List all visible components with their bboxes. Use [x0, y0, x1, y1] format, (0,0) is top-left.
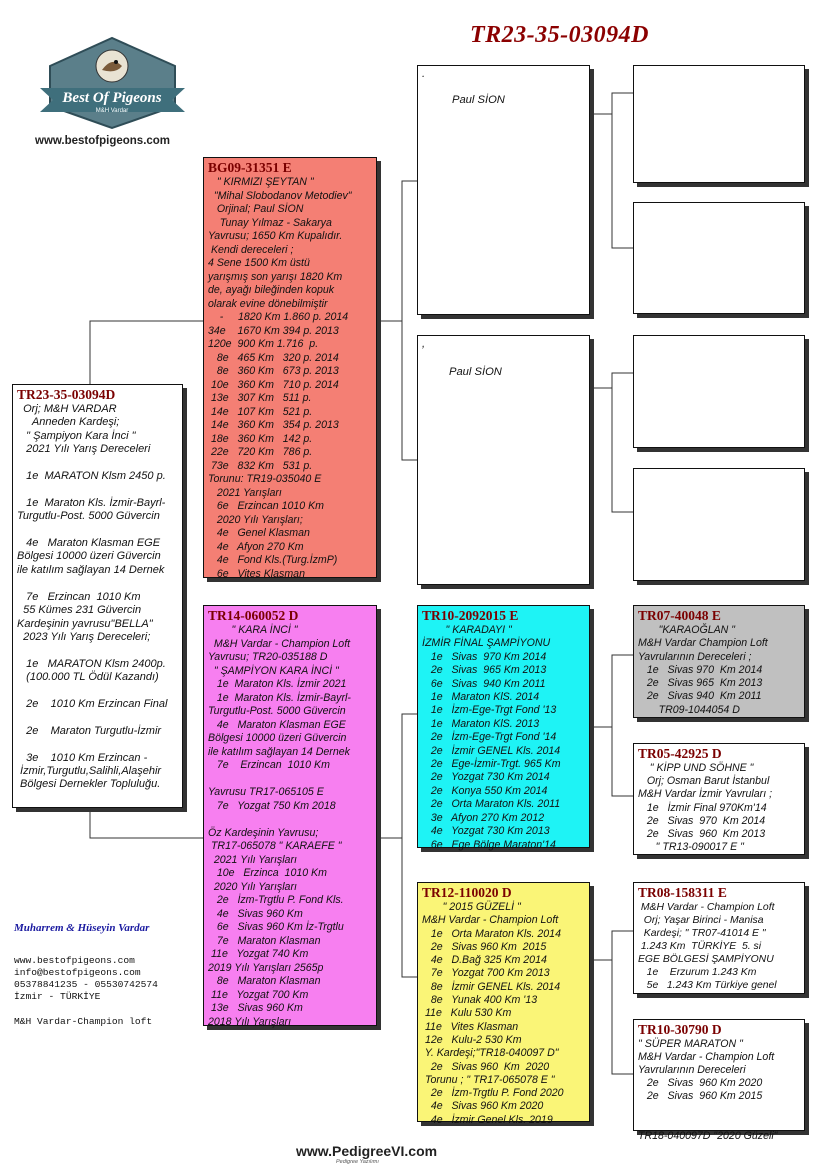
- pigeon-sire-sire: [417, 65, 590, 315]
- pigeon-dsd: [633, 743, 805, 855]
- footer-brand-text: www.PedigreeVI.com: [296, 1143, 438, 1159]
- pigeon-sds-empty: [633, 335, 805, 448]
- pedigree-title: TR23-35-03094D: [470, 22, 649, 48]
- ring-number: TR14-060052 D: [208, 608, 299, 623]
- logo-graphic: [40, 36, 185, 131]
- pigeon-sire: [203, 157, 377, 578]
- ring-number: TR08-158311 E: [638, 885, 727, 900]
- ring-number: BG09-31351 E: [208, 160, 292, 175]
- pigeon-notes: Paul SİON: [449, 366, 502, 378]
- ring-mark: ,: [422, 338, 426, 350]
- pigeon-notes: Paul SİON: [452, 94, 505, 106]
- owner-name: Muharrem & Hüseyin Vardar: [14, 922, 150, 934]
- pigeon-notes: " KARA İNCİ " M&H Vardar - Champion Loft Yavrusu; TR20-035188 D " ŞAMPİYON KARA İNCİ " 1e Maraton Kls. İzmir 2021 1e Maraton Kls. İzmir-Bayrl- Turgutlu-Post. 5000 Güvercin 4e Maraton Klasman EGE Bölgesi 10000 üzeri Güvercin ile katılım sağlayan 14 Dernek 7e Erzincan 1010 Km Yavrusu TR17-065105 E 7e Yozgat 750 Km 2018 Öz Kardeşinin Yavrusu; TR17-065078 " KARAEFE " 2021 Yılı Yarışları 10e Erzinca 1010 Km 2020 Yılı Yarışları 2e İzm-Trgtlu P. Fond Kls. 4e Sivas 960 Km 6e Sivas 960 Km İz-Trgtlu 7e Maraton Klasman 11e Yozgat 740 Km 2019 Yılı Yarışları 2565p 8e Maraton Klasman 11e Yozgat 700 Km 13e Sivas 960 Km 2018 Yılı Yarışları: [208, 624, 351, 1028]
- pigeon-notes: Orj; M&H VARDAR Anneden Kardeşi; " Şampiyon Kara İnci " 2021 Yılı Yarış Dereceleri 1e MARATON Klsm 2450 p. 1e Maraton Kls. İzmir-Bayrl- Turgutlu-Post. 5000 Güvercin 4e Maraton Klasman EGE Bölgesi 10000 üzeri Güvercin ile katılım sağlayan 14 Dernek 7e Erzincan 1010 Km 55 Kümes 231 Güvercin Kardeşinin yavrusu"BELLA" 2023 Yılı Yarış Dereceleri; 1e MARATON Klsm 2400p. (100.000 TL Ödül Kazandı) 2e 1010 Km Erzincan Final 2e Maraton Turgutlu-İzmir 3e 1010 Km Erzincan - İzmir,Turgutlu,Salihli,Alaşehir Bölgesi Dernekler Topluluğu.: [17, 403, 168, 791]
- pigeon-notes: " KIRMIZI ŞEYTAN " "Mihal Slobodanov Metodiev" Orjinal; Paul SİON Tunay Yılmaz - Sakarya Yavrusu; 1650 Km Kupalıdır. Kendi dereceleri ; 4 Sene 1500 Km üstü yarışmış son yarışı 1820 Km de, ayağı bileğinden kopuk olarak evine dönebilmiştir - 1820 Km 1.860 p. 2014 34e 1670 Km 394 p. 2013 120e 900 Km 1.716 p. 8e 465 Km 320 p. 2014 8e 360 Km 673 p. 2013 10e 360 Km 710 p. 2014 13e 307 Km 511 p. 14e 107 Km 521 p. 14e 360 Km 354 p. 2013 18e 360 Km 142 p. 22e 720 Km 786 p. 73e 832 Km 531 p. Torunu: TR19-035040 E 2021 Yarışları 6e Erzincan 1010 Km 2020 Yılı Yarışları; 4e Genel Klasman 4e Afyon 270 Km 4e Fond Kls.(Turg.İzmP) 6e Vites Klasman: [208, 176, 352, 580]
- pigeon-sss-empty: [633, 65, 805, 183]
- pigeon-ddd: [633, 1019, 805, 1142]
- pigeon-dam-dam: [417, 882, 590, 1126]
- logo-text: Best Of Pigeons: [62, 90, 162, 106]
- ring-number: TR12-110020 D: [422, 885, 512, 900]
- logo: [40, 36, 185, 131]
- ring-number: TR10-30790 D: [638, 1022, 722, 1037]
- pigeon-main: [12, 384, 183, 808]
- ring-number: TR10-2092015 E: [422, 608, 519, 623]
- ring-number: TR05-42925 D: [638, 746, 722, 761]
- pigeon-notes: "KARAOĞLAN " M&H Vardar Champion Loft Yavrularının Dereceleri ; 1e Sivas 970 Km 2014 2e Sivas 965 Km 2013 2e Sivas 940 Km 2011 TR09-1044054 D: [638, 624, 768, 716]
- ring-number: TR07-40048 E: [638, 608, 721, 623]
- site-url[interactable]: www.bestofpigeons.com: [35, 135, 171, 147]
- pigeon-dss: [633, 605, 805, 718]
- pigeon-notes: " SÜPER MARATON " M&H Vardar - Champion Loft Yavrularının Dereceleri 2e Sivas 960 Km 2020 2e Sivas 960 Km 2015 TR18-040097D "2020 Güzeli": [638, 1038, 778, 1142]
- footer-tagline: Pedigree Yazılımı: [336, 1159, 379, 1165]
- contact-info: www.bestofpigeons.com info@bestofpigeons.com 05378841235 - 05530742574 İzmir - TÜRKİYE: [14, 955, 158, 1002]
- pigeon-ssd-empty: [633, 202, 805, 314]
- loft-name: M&H Vardar-Champion loft: [14, 1016, 153, 1027]
- pigeon-notes: " KARADAYI " İZMİR FİNAL ŞAMPİYONU 1e Sivas 970 Km 2014 2e Sivas 965 Km 2013 6e Sivas 940 Km 2011 1e Maraton KlS. 2014 1e İzm-Ege-Trgt Fond '13 1e Maraton KlS. 2013 2e İzm-Ege-Trgt Fond '14 2e İzmir GENEL Kls. 2014 2e Ege-İzmir-Trgt. 965 Km 2e Yozgat 730 Km 2014 2e Konya 550 Km 2014 2e Orta Maraton Kls. 2011 3e Afyon 270 Km 2012 4e Yozgat 730 Km 2013 6e Ege Bölge Maraton'14: [422, 624, 561, 851]
- pigeon-sire-dam: [417, 335, 590, 585]
- pigeon-notes: M&H Vardar - Champion Loft Orj; Yaşar Birinci - Manisa Kardeşi; " TR07-41014 E " 1.243 Km TÜRKİYE 5. si EGE BÖLGESİ ŞAMPİYONU 1e Erzurum 1.243 Km 5e 1.243 Km Türkiye genel: [638, 902, 777, 991]
- footer-brand[interactable]: [296, 1143, 437, 1165]
- pigeon-notes: " 2015 GÜZELİ " M&H Vardar - Champion Loft 1e Orta Maraton Kls. 2014 2e Sivas 960 Km 2015 4e D.Bağ 325 Km 2014 7e Yozgat 700 Km 2013 8e İzmir GENEL Kls. 2014 8e Yunak 400 Km '13 11e Kulu 530 Km 11e Vites Klasman 12e Kulu-2 530 Km Y. Kardeşi;"TR18-040097 D" 2e Sivas 960 Km 2020 Torunu ; " TR17-065078 E " 2e İzm-Trgtlu P. Fond 2020 4e Sivas 960 Km 2020 4e İzmir Genel Kls. 2019: [422, 901, 564, 1126]
- ring-number: TR23-35-03094D: [17, 387, 116, 402]
- pigeon-dds: [633, 882, 805, 994]
- pigeon-sdd-empty: [633, 468, 805, 581]
- pigeon-dam: [203, 605, 377, 1026]
- logo-subtext: M&H Vardar: [95, 108, 129, 114]
- pigeon-notes: " KİPP UND SÖHNE " Orj; Osman Barut İstanbul M&H Vardar İzmir Yavruları ; 1e İzmir Final 970Km'14 2e Sivas 970 Km 2014 2e Sivas 960 Km 2013 " TR13-090017 E ": [638, 762, 773, 854]
- ring-mark: .: [422, 68, 426, 80]
- pigeon-dam-sire: [417, 605, 590, 851]
